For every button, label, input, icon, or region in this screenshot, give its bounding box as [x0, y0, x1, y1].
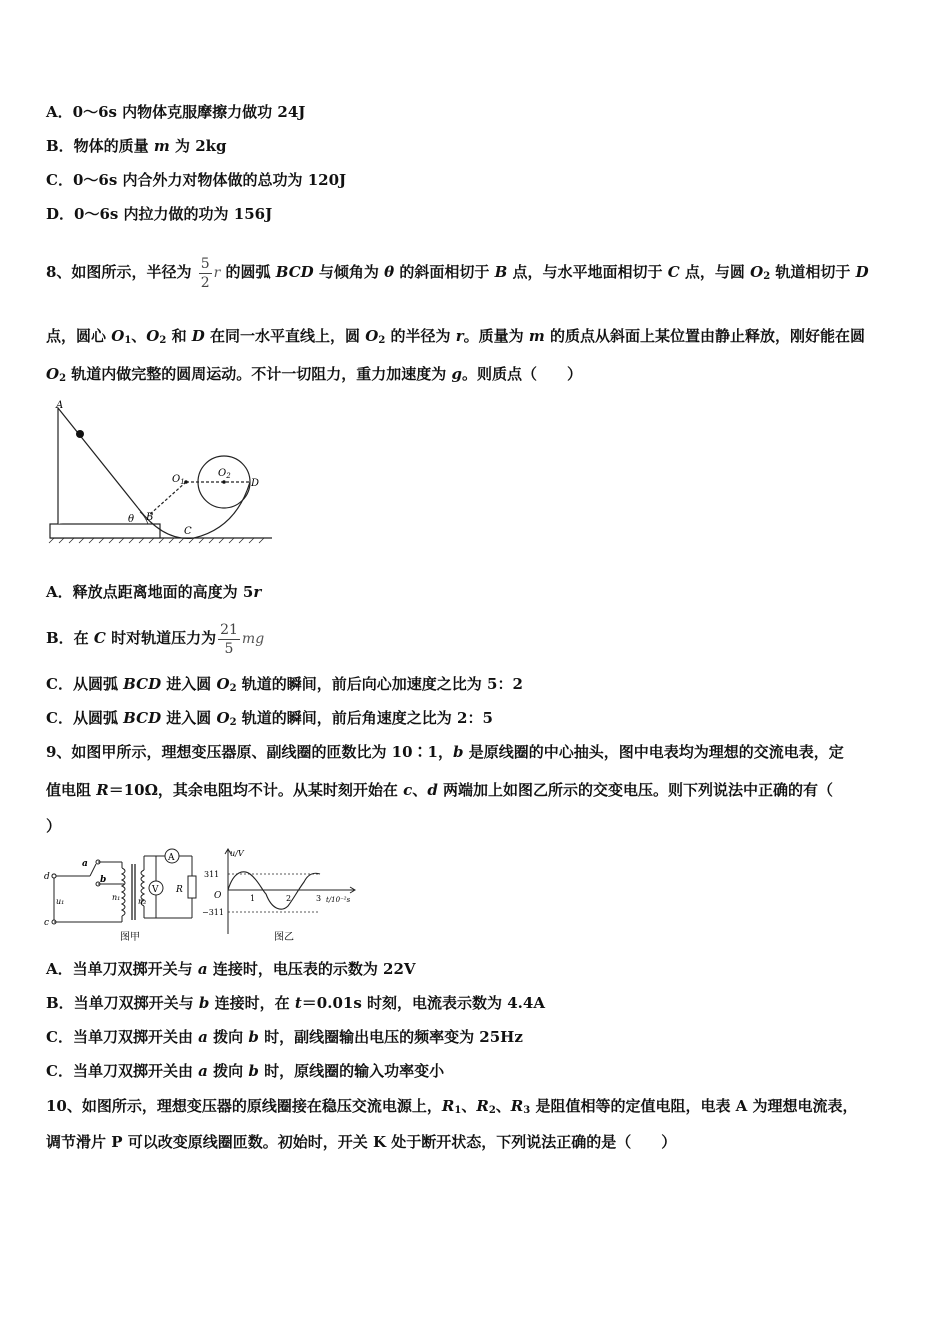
q9-graph-t2: 2 [286, 894, 292, 903]
q9-figure [44, 846, 364, 944]
q9-graph-xlabel: t/10⁻²s [326, 896, 351, 904]
q9-option-a: A．当单刀双掷开关与 a 连接时，电压表的示数为 22V [46, 960, 416, 978]
q7-option-b: B．物体的质量 m 为 2kg [46, 137, 227, 155]
q9-fig-label-n1: n₁ [112, 893, 121, 902]
q9-ammeter-label: A [168, 853, 175, 863]
q9-graph-ylabel: u/V [230, 849, 244, 858]
q9-fig-label-d: d [44, 872, 50, 882]
q9-graph-origin: O [214, 891, 222, 901]
q9-option-d: C．当单刀双掷开关由 a 拨向 b 时，原线圈的输入功率变小 [46, 1062, 445, 1080]
q7-option-d: D．0～6s 内拉力做的功为 156J [46, 205, 273, 223]
q9-option-b: B．当单刀双掷开关与 b 连接时，在 t＝0.01s 时刻，电流表示数为 4.4A [46, 994, 545, 1012]
q8-fig-label-d: D [251, 478, 260, 489]
q8-option-a: A．释放点距离地面的高度为 5r [46, 583, 262, 601]
q9-stem-line1: 9、如图甲所示，理想变压器原、副线圈的匝数比为 10∶1，b 是原线圈的中心抽头，图中电表均为理想的交流电表，定 [46, 743, 844, 761]
q8-figure [44, 396, 274, 548]
q9-fig-label-b: b [100, 875, 107, 885]
q9-fig-label-n2: n₂ [138, 897, 147, 906]
q9-fig-caption-yi: 图乙 [274, 932, 294, 943]
q8-fig-label-o1: $O_1$ [172, 474, 185, 486]
q9-graph-t3: 3 [316, 894, 322, 903]
q8-particle [76, 430, 84, 438]
q9-option-c: C．当单刀双掷开关由 a 拨向 b 时，副线圈输出电压的频率变为 25Hz [46, 1028, 523, 1046]
q9-resistor-label: R [176, 885, 183, 895]
q8-fig-label-c: C [184, 526, 192, 537]
q9-fig-label-c: c [44, 918, 50, 928]
q8-stem-line3: $O_2$ 轨道内做完整的圆周运动。不计一切阻力，重力加速度为 g。则质点（ ） [46, 365, 583, 384]
q9-fig-label-a: a [82, 859, 88, 869]
q7-option-c: C．0～6s 内合外力对物体做的总功为 120J [46, 171, 347, 189]
q8-fig-label-o2: $O_2$ [218, 468, 231, 480]
q10-stem-line2: 调节滑片 P 可以改变原线圈匝数。初始时，开关 K 处于断开状态，下列说法正确的是（ ） [46, 1133, 677, 1151]
q8-fig-label-b: B [146, 512, 154, 523]
q8-fig-label-theta: θ [128, 514, 135, 525]
q8-option-b-fraction: $\frac{21}{5}$ [220, 621, 238, 657]
q9-fig-label-u1: u₁ [56, 897, 65, 906]
q8-option-c: C．从圆弧 BCD 进入圆 $O_2$ 轨道的瞬间，前后向心加速度之比为 5：2 [46, 675, 523, 694]
q9-fig-caption-jia: 图甲 [120, 932, 140, 943]
q9-graph-v311: 311 [204, 870, 220, 879]
q8-stem-line1: 8、如图所示，半径为 $\frac{5}{2}$ r 的圆弧 BCD 与倾角为 θ 的斜面相切于 B 点，与水平地面相切于 C 点，与圆 $O_2$ 轨道相切于 D [46, 255, 869, 291]
q9-stem-line2: 值电阻 R＝10Ω，其余电阻均不计。从某时刻开始在 c、d 两端加上如图乙所示的交变电压。则下列说法中正确的有（ [46, 781, 834, 799]
q7-option-a: A．0～6s 内物体克服摩擦力做功 24J [46, 103, 306, 121]
q9-voltmeter-label: V [152, 885, 159, 895]
q9-graph-t1: 1 [250, 894, 256, 903]
q9-stem-line3: ） [46, 817, 62, 835]
q8-fig-label-a: A [56, 400, 64, 411]
q8-radius-fraction: $\frac{5}{2}$ [200, 255, 210, 291]
q8-option-d: C．从圆弧 BCD 进入圆 $O_2$ 轨道的瞬间，前后角速度之比为 2：5 [46, 709, 493, 728]
q8-option-b: B．在 C 时对轨道压力为 $\frac{21}{5}$ mg [46, 621, 265, 657]
q9-graph-vneg: −311 [202, 908, 224, 917]
q8-stem-line2: 点，圆心 $O_1$、$O_2$ 和 D 在同一水平直线上，圆 $O_2$ 的半径为 r。质量为 m 的质点从斜面上某位置由静止释放，刚好能在圆 [46, 327, 866, 346]
q10-stem-line1: 10、如图所示，理想变压器的原线圈接在稳压交流电源上，$R_1$、$R_2$、$R_3$ 是阻值相等的定值电阻，电表 A 为理想电流表， [46, 1097, 858, 1116]
